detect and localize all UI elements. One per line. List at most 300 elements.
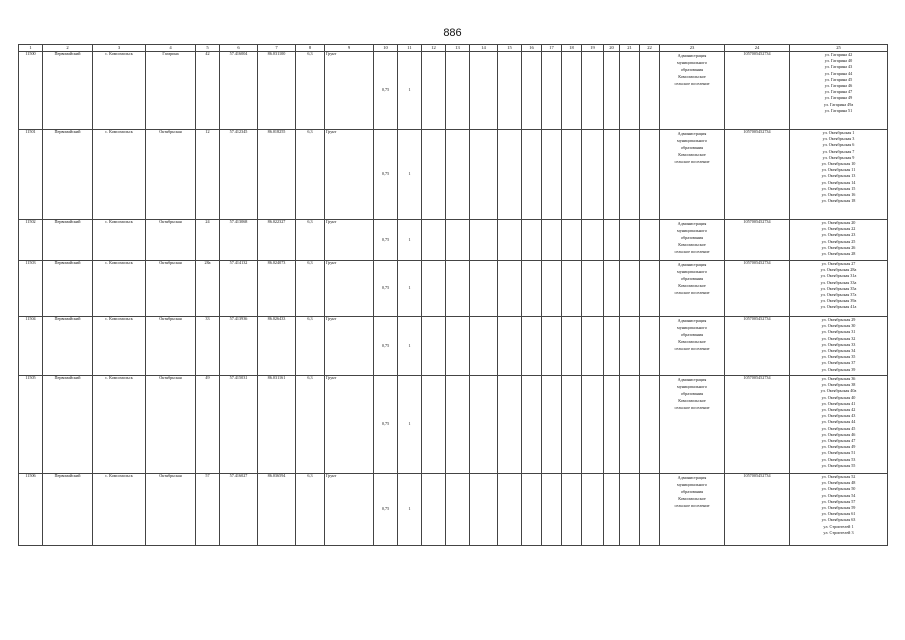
house-cell: 57 (196, 474, 220, 546)
empty-cell (582, 317, 604, 376)
served-address: ул. Октябрьская 23 (821, 232, 856, 238)
column-number-cell: 11 (398, 45, 422, 52)
column-number-cell: 16 (522, 45, 542, 52)
settlement-cell: с. Комсомольск (93, 317, 146, 376)
served-address: ул. Гагарина 47 (824, 89, 853, 95)
served-address: ул. Октябрьская 14 (821, 179, 856, 185)
owner-line: образования (680, 145, 704, 150)
owner-line: муниципального (677, 325, 707, 330)
owner-line: Комсомольское (678, 283, 706, 288)
empty-cell (582, 376, 604, 474)
served-addresses-cell (790, 220, 888, 261)
owner-line: муниципального (677, 482, 707, 487)
empty-cell (582, 52, 604, 130)
served-addresses-cell (790, 474, 888, 546)
served-address: ул. Октябрьская 25 (821, 238, 856, 244)
empty-cell (498, 130, 522, 220)
served-address: ул. Октябрьская 40 (821, 394, 856, 400)
owner-line: образования (680, 391, 704, 396)
owner-line: Администрация (677, 53, 707, 58)
served-address: ул. Октябрьская 31 (821, 329, 856, 335)
table-row (19, 376, 888, 474)
column-number-cell: 20 (604, 45, 620, 52)
row-number-cell: 11506 (19, 474, 43, 546)
owner-cell (660, 376, 725, 474)
served-address: ул. Октябрьская 13 (821, 173, 856, 179)
empty-cell (620, 474, 640, 546)
empty-cell (640, 474, 660, 546)
longitude-cell: 86.022327 (258, 220, 296, 261)
container-volume-cell: 0,75 (374, 317, 398, 376)
empty-cell (422, 52, 446, 130)
empty-cell (640, 52, 660, 130)
empty-cell (470, 317, 498, 376)
served-address: ул. Октябрьская 11 (821, 167, 856, 173)
row-number-cell: 11500 (19, 52, 43, 130)
column-number-cell: 17 (542, 45, 562, 52)
settlement-cell: с. Комсомольск (93, 52, 146, 130)
ogrn-cell: 1057005452734 (725, 130, 790, 220)
ogrn-cell: 1057005452734 (725, 376, 790, 474)
empty-cell (562, 130, 582, 220)
served-address: ул. Октябрьская 50 (821, 486, 856, 492)
container-volume-cell: 0,75 (374, 130, 398, 220)
owner-line: образования (680, 67, 704, 72)
served-address: ул. Октябрьская 29 (821, 317, 856, 322)
street-cell: Октябрьская (146, 261, 196, 317)
empty-cell (542, 261, 562, 317)
served-address: ул. Октябрьская 35 (821, 354, 856, 360)
owner-line: сельское поселение (674, 503, 710, 508)
empty-cell (582, 261, 604, 317)
owner-cell (660, 261, 725, 317)
column-number-cell: 3 (93, 45, 146, 52)
served-address: ул. Октябрьская 45 (821, 425, 856, 431)
column-number-cell: 12 (422, 45, 446, 52)
column-number-cell: 8 (296, 45, 325, 52)
column-number-cell: 4 (146, 45, 196, 52)
container-volume-cell: 0,75 (374, 52, 398, 130)
street-cell: Октябрьская (146, 130, 196, 220)
served-address: ул. Октябрьская 36 (821, 376, 856, 381)
empty-cell (620, 261, 640, 317)
served-address: ул. Октябрьская 33а (820, 279, 857, 285)
empty-cell (604, 261, 620, 317)
surface-cell: Грунт (325, 130, 374, 220)
house-cell: 33 (196, 317, 220, 376)
served-address: ул. Октябрьская 33 (821, 341, 856, 347)
served-address: ул. Октябрьская 31а (820, 273, 857, 279)
longitude-cell: 86.031100 (258, 52, 296, 130)
owner-line: сельское поселение (674, 81, 710, 86)
served-addresses-cell (790, 376, 888, 474)
served-addresses-cell (790, 130, 888, 220)
surface-cell: Грунт (325, 376, 374, 474)
page-number: 886 (443, 27, 462, 39)
served-address: ул. Октябрьская 28 (821, 251, 856, 257)
empty-cell (446, 220, 470, 261)
column-number-cell: 22 (640, 45, 660, 52)
column-number-cell: 2 (43, 45, 93, 52)
owner-line: Администрация (677, 377, 707, 382)
ogrn-cell: 1057005452734 (725, 52, 790, 130)
container-volume-cell: 0,75 (374, 376, 398, 474)
area-cell: 6,3 (296, 52, 325, 130)
empty-cell (470, 220, 498, 261)
served-address: ул. Октябрьская 49 (821, 444, 856, 450)
row-number-cell: 11502 (19, 220, 43, 261)
empty-cell (620, 317, 640, 376)
owner-cell (660, 52, 725, 130)
empty-cell (542, 474, 562, 546)
column-number-cell: 18 (562, 45, 582, 52)
owner-cell (660, 474, 725, 546)
longitude-cell: 86.018255 (258, 130, 296, 220)
owner-line: сельское поселение (674, 405, 710, 410)
empty-cell (620, 130, 640, 220)
served-address: ул. Октябрьская 20 (821, 220, 856, 225)
served-address: ул. Гагарина 43 (824, 64, 853, 70)
owner-line: сельское поселение (674, 249, 710, 254)
served-address: ул. Октябрьская 22 (821, 226, 856, 232)
served-address: ул. Октябрьская 55 (821, 462, 856, 468)
house-cell: 49 (196, 376, 220, 474)
container-count-cell: 1 (398, 317, 422, 376)
empty-cell (470, 376, 498, 474)
empty-cell (604, 52, 620, 130)
empty-cell (422, 474, 446, 546)
served-address: ул. Октябрьская 46 (821, 431, 856, 437)
empty-cell (422, 220, 446, 261)
owner-line: сельское поселение (674, 346, 710, 351)
empty-cell (522, 317, 542, 376)
empty-cell (522, 130, 542, 220)
district-cell: Первомайский (43, 474, 93, 546)
owner-line: образования (680, 235, 704, 240)
served-address: ул. Октябрьская 39а (820, 298, 857, 304)
column-number-cell: 24 (725, 45, 790, 52)
latitude-cell: 57.416004 (220, 52, 258, 130)
latitude-cell: 57.413936 (220, 317, 258, 376)
owner-line: Администрация (677, 475, 707, 480)
served-address: ул. Октябрьская 6 (822, 142, 855, 148)
served-address: ул. Октябрьская 18 (821, 198, 856, 204)
served-address: ул. Октябрьская 53 (821, 456, 856, 462)
empty-cell (446, 474, 470, 546)
empty-cell (562, 474, 582, 546)
served-address: ул. Октябрьская 37а (820, 292, 857, 298)
row-number-cell: 11501 (19, 130, 43, 220)
street-cell: Октябрьская (146, 220, 196, 261)
empty-cell (562, 317, 582, 376)
empty-cell (620, 376, 640, 474)
served-address: ул. Октябрьская 61 (821, 511, 856, 517)
owner-cell (660, 220, 725, 261)
surface-cell: Грунт (325, 317, 374, 376)
owner-line: Комсомольское (678, 242, 706, 247)
column-number-row (19, 45, 888, 52)
served-address: ул. Гагарина 40 (824, 58, 853, 64)
empty-cell (582, 474, 604, 546)
served-address: ул. Строителей 1 (823, 523, 854, 529)
owner-line: Администрация (677, 262, 707, 267)
settlement-cell: с. Комсомольск (93, 130, 146, 220)
empty-cell (582, 220, 604, 261)
settlement-cell: с. Комсомольск (93, 376, 146, 474)
owner-line: Комсомольское (678, 152, 706, 157)
table-row (19, 317, 888, 376)
empty-cell (562, 261, 582, 317)
table-row (19, 261, 888, 317)
owner-line: Администрация (677, 318, 707, 323)
empty-cell (522, 261, 542, 317)
empty-cell (422, 130, 446, 220)
column-number-cell: 25 (790, 45, 888, 52)
empty-cell (604, 317, 620, 376)
empty-cell (498, 261, 522, 317)
empty-cell (562, 220, 582, 261)
empty-cell (542, 376, 562, 474)
served-address: ул. Гагарина 45 (824, 76, 853, 82)
served-address: ул. Гагарина 49а (823, 101, 854, 107)
column-number-cell: 1 (19, 45, 43, 52)
served-address: ул. Октябрьская 59 (821, 505, 856, 511)
empty-cell (522, 52, 542, 130)
owner-line: образования (680, 489, 704, 494)
served-address: ул. Октябрьская 34 (821, 348, 856, 354)
area-cell: 6,3 (296, 130, 325, 220)
district-cell: Первомайский (43, 376, 93, 474)
served-address: ул. Октябрьская 26 (821, 244, 856, 250)
latitude-cell: 57.415031 (220, 376, 258, 474)
owner-line: Комсомольское (678, 74, 706, 79)
longitude-cell: 86.031161 (258, 376, 296, 474)
served-address: ул. Октябрьская 1 (822, 130, 855, 135)
empty-cell (498, 52, 522, 130)
surface-cell: Грунт (325, 474, 374, 546)
latitude-cell: 57.414132 (220, 261, 258, 317)
settlement-cell: с. Комсомольск (93, 474, 146, 546)
served-address: ул. Октябрьская 52 (821, 474, 856, 479)
served-address: ул. Октябрьская 48 (821, 480, 856, 486)
owner-line: муниципального (677, 269, 707, 274)
served-address: ул. Октябрьская 16 (821, 192, 856, 198)
column-number-cell: 5 (196, 45, 220, 52)
column-number-cell: 21 (620, 45, 640, 52)
served-address: ул. Октябрьская 40а (820, 388, 857, 394)
latitude-cell: 57.412345 (220, 130, 258, 220)
column-number-cell: 23 (660, 45, 725, 52)
empty-cell (498, 474, 522, 546)
table-row (19, 130, 888, 220)
empty-cell (620, 52, 640, 130)
served-address: ул. Октябрьская 9 (822, 154, 855, 160)
surface-cell: Грунт (325, 220, 374, 261)
owner-line: Комсомольское (678, 398, 706, 403)
container-count-cell: 1 (398, 376, 422, 474)
empty-cell (542, 317, 562, 376)
served-address: ул. Октябрьская 41а (820, 304, 857, 310)
owner-cell (660, 317, 725, 376)
owner-line: муниципального (677, 384, 707, 389)
table-row (19, 220, 888, 261)
district-cell: Первомайский (43, 130, 93, 220)
served-address: ул. Гагарина 49 (824, 95, 853, 101)
area-cell: 6,3 (296, 317, 325, 376)
container-count-cell: 1 (398, 261, 422, 317)
column-number-cell: 19 (582, 45, 604, 52)
owner-line: муниципального (677, 228, 707, 233)
house-cell: 28а (196, 261, 220, 317)
owner-line: сельское поселение (674, 159, 710, 164)
container-count-cell: 1 (398, 474, 422, 546)
served-address: ул. Октябрьская 15 (821, 185, 856, 191)
served-address: ул. Октябрьская 10 (821, 161, 856, 167)
waste-site-register-table (18, 44, 888, 546)
house-cell: 12 (196, 130, 220, 220)
column-number-cell: 10 (374, 45, 398, 52)
ogrn-cell: 1057005452734 (725, 474, 790, 546)
served-address: ул. Октябрьская 32 (821, 335, 856, 341)
served-addresses-cell (790, 52, 888, 130)
empty-cell (470, 261, 498, 317)
empty-cell (640, 376, 660, 474)
row-number-cell: 11505 (19, 376, 43, 474)
street-cell: Октябрьская (146, 317, 196, 376)
served-address: ул. Октябрьская 63 (821, 517, 856, 523)
empty-cell (604, 220, 620, 261)
served-address: ул. Октябрьская 30 (821, 323, 856, 329)
empty-cell (422, 261, 446, 317)
ogrn-cell: 1057005452734 (725, 261, 790, 317)
served-address: ул. Октябрьская 3 (822, 136, 855, 142)
empty-cell (498, 220, 522, 261)
served-address: ул. Октябрьская 47 (821, 438, 856, 444)
served-address: ул. Гагарина 46 (824, 83, 853, 89)
latitude-cell: 57.416027 (220, 474, 258, 546)
area-cell: 6,3 (296, 474, 325, 546)
owner-line: Комсомольское (678, 339, 706, 344)
table-row (19, 474, 888, 546)
empty-cell (446, 52, 470, 130)
longitude-cell: 86.026433 (258, 317, 296, 376)
owner-line: сельское поселение (674, 290, 710, 295)
surface-cell: Грунт (325, 52, 374, 130)
empty-cell (640, 220, 660, 261)
owner-line: образования (680, 332, 704, 337)
served-address: ул. Октябрьская 27 (821, 261, 856, 266)
served-address: ул. Октябрьская 28а (820, 267, 857, 273)
ogrn-cell: 1057005452734 (725, 317, 790, 376)
empty-cell (446, 261, 470, 317)
empty-cell (422, 376, 446, 474)
served-address: ул. Октябрьская 42 (821, 407, 856, 413)
container-volume-cell: 0,75 (374, 261, 398, 317)
house-cell: 42 (196, 52, 220, 130)
empty-cell (562, 52, 582, 130)
empty-cell (640, 261, 660, 317)
empty-cell (498, 376, 522, 474)
served-address: ул. Октябрьская 54 (821, 492, 856, 498)
empty-cell (522, 376, 542, 474)
street-cell: Октябрьская (146, 376, 196, 474)
empty-cell (422, 317, 446, 376)
container-count-cell: 1 (398, 130, 422, 220)
owner-line: Комсомольское (678, 496, 706, 501)
latitude-cell: 57.413068 (220, 220, 258, 261)
area-cell: 6,3 (296, 261, 325, 317)
empty-cell (522, 220, 542, 261)
empty-cell (604, 376, 620, 474)
district-cell: Первомайский (43, 317, 93, 376)
served-address: ул. Гагарина 42 (824, 52, 853, 57)
served-addresses-cell (790, 261, 888, 317)
district-cell: Первомайский (43, 261, 93, 317)
owner-line: образования (680, 276, 704, 281)
empty-cell (542, 220, 562, 261)
container-count-cell: 1 (398, 220, 422, 261)
street-cell: Гагарина (146, 52, 196, 130)
served-address: ул. Октябрьская 51 (821, 450, 856, 456)
owner-line: Администрация (677, 221, 707, 226)
table-row (19, 52, 888, 130)
longitude-cell: 86.036594 (258, 474, 296, 546)
empty-cell (604, 130, 620, 220)
empty-cell (542, 130, 562, 220)
house-cell: 24 (196, 220, 220, 261)
column-number-cell: 6 (220, 45, 258, 52)
served-address: ул. Октябрьская 44 (821, 419, 856, 425)
empty-cell (640, 317, 660, 376)
served-address: ул. Гагарина 51 (824, 107, 853, 113)
served-address: ул. Октябрьская 41 (821, 400, 856, 406)
owner-cell (660, 130, 725, 220)
district-cell: Первомайский (43, 52, 93, 130)
column-number-cell: 14 (470, 45, 498, 52)
empty-cell (620, 220, 640, 261)
served-address: ул. Октябрьская 43 (821, 413, 856, 419)
row-number-cell: 11503 (19, 261, 43, 317)
column-number-cell: 15 (498, 45, 522, 52)
served-address: ул. Строителей 3 (823, 529, 854, 535)
served-address: ул. Октябрьская 39 (821, 366, 856, 372)
container-count-cell: 1 (398, 52, 422, 130)
empty-cell (522, 474, 542, 546)
settlement-cell: с. Комсомольск (93, 261, 146, 317)
longitude-cell: 86.024073 (258, 261, 296, 317)
area-cell: 6,3 (296, 376, 325, 474)
owner-line: муниципального (677, 138, 707, 143)
empty-cell (470, 130, 498, 220)
owner-line: Администрация (677, 131, 707, 136)
empty-cell (446, 317, 470, 376)
surface-cell: Грунт (325, 261, 374, 317)
empty-cell (470, 52, 498, 130)
container-volume-cell: 0,75 (374, 474, 398, 546)
served-address: ул. Октябрьская 7 (822, 148, 855, 154)
served-address: ул. Октябрьская 38 (821, 382, 856, 388)
empty-cell (446, 130, 470, 220)
empty-cell (498, 317, 522, 376)
container-volume-cell: 0,75 (374, 220, 398, 261)
ogrn-cell: 1057005452734 (725, 220, 790, 261)
empty-cell (446, 376, 470, 474)
served-address: ул. Октябрьская 57 (821, 498, 856, 504)
owner-line: муниципального (677, 60, 707, 65)
settlement-cell: с. Комсомольск (93, 220, 146, 261)
column-number-cell: 9 (325, 45, 374, 52)
column-number-cell: 7 (258, 45, 296, 52)
